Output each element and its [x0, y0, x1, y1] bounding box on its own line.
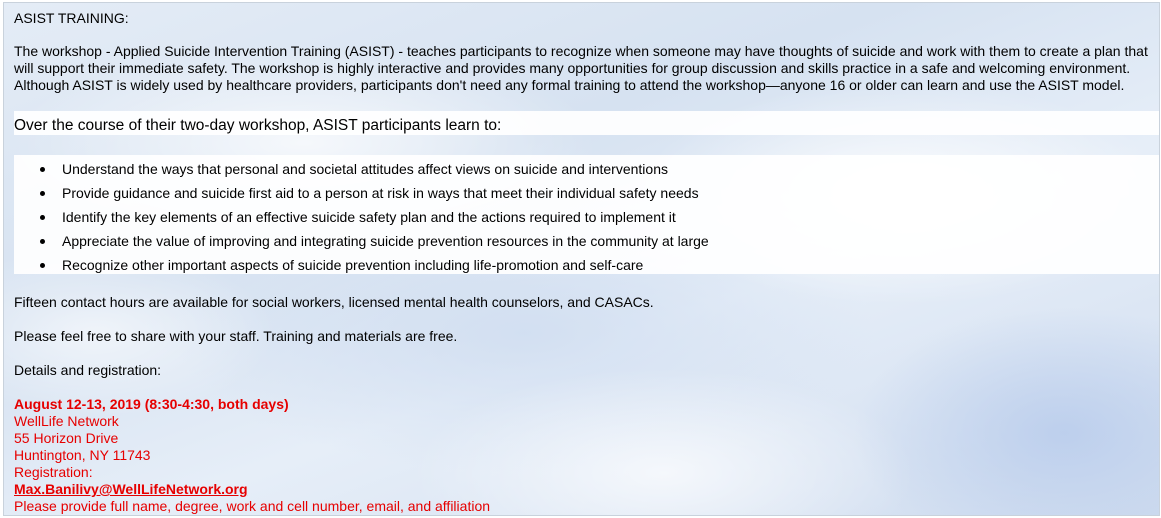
- details-heading: Details and registration:: [14, 362, 162, 378]
- event-organization: WellLife Network: [14, 413, 119, 429]
- bullet-icon: [40, 191, 45, 196]
- registration-label: Registration:: [14, 464, 93, 480]
- bullet-icon: [40, 239, 45, 244]
- bullet-icon: [40, 215, 45, 220]
- list-item-text: Recognize other important aspects of suicide prevention including life-promotion and self-care: [62, 257, 644, 273]
- list-item: [14, 160, 709, 184]
- learning-objectives-list: [14, 160, 709, 280]
- list-item: [14, 232, 709, 256]
- share-text: Please feel free to share with your staff. Training and materials are free.: [14, 328, 458, 344]
- bullet-icon: [40, 167, 45, 172]
- list-item-text: Identify the key elements of an effective suicide safety plan and the actions required to implement it: [62, 209, 676, 225]
- event-date: August 12-13, 2019 (8:30-4:30, both days): [14, 396, 289, 412]
- registration-instructions: Please provide full name, degree, work and cell number, email, and affiliation: [14, 498, 491, 514]
- list-item-text: Appreciate the value of improving and integrating suicide prevention resources in the community at large: [62, 233, 709, 249]
- document-frame: [3, 2, 1160, 516]
- list-item-text: Understand the ways that personal and societal attitudes affect views on suicide and interventions: [62, 161, 668, 177]
- intro-paragraph: The workshop - Applied Suicide Intervention Training (ASIST) - teaches participants to recognize when someone may have thoughts of suicide and work with them to create a plan that will support their immediate safety. The workshop is highly interactive and provides many opportunities for group discussion and skills practice in a safe and welcoming environment. Although ASIST is widely used by healthcare providers, participants don't need any formal training to attend the workshop—anyone 16 or older can learn and use the ASIST model.: [14, 43, 1148, 93]
- bullet-icon: [40, 263, 45, 268]
- event-address-line1: 55 Horizon Drive: [14, 430, 119, 446]
- list-item-text: Provide guidance and suicide first aid to a person at risk in ways that meet their individual safety needs: [62, 185, 699, 201]
- registration-email-link[interactable]: Max.Banilivy@WellLifeNetwork.org: [14, 481, 248, 497]
- contact-hours-text: Fifteen contact hours are available for social workers, licensed mental health counselors, and CASACs.: [14, 294, 654, 310]
- page-title: ASIST TRAINING:: [14, 10, 129, 26]
- event-address-line2: Huntington, NY 11743: [14, 447, 151, 463]
- lead-sentence: Over the course of their two-day workshop, ASIST participants learn to:: [14, 117, 502, 134]
- list-item: [14, 208, 709, 232]
- list-item: [14, 184, 709, 208]
- list-item: [14, 256, 709, 280]
